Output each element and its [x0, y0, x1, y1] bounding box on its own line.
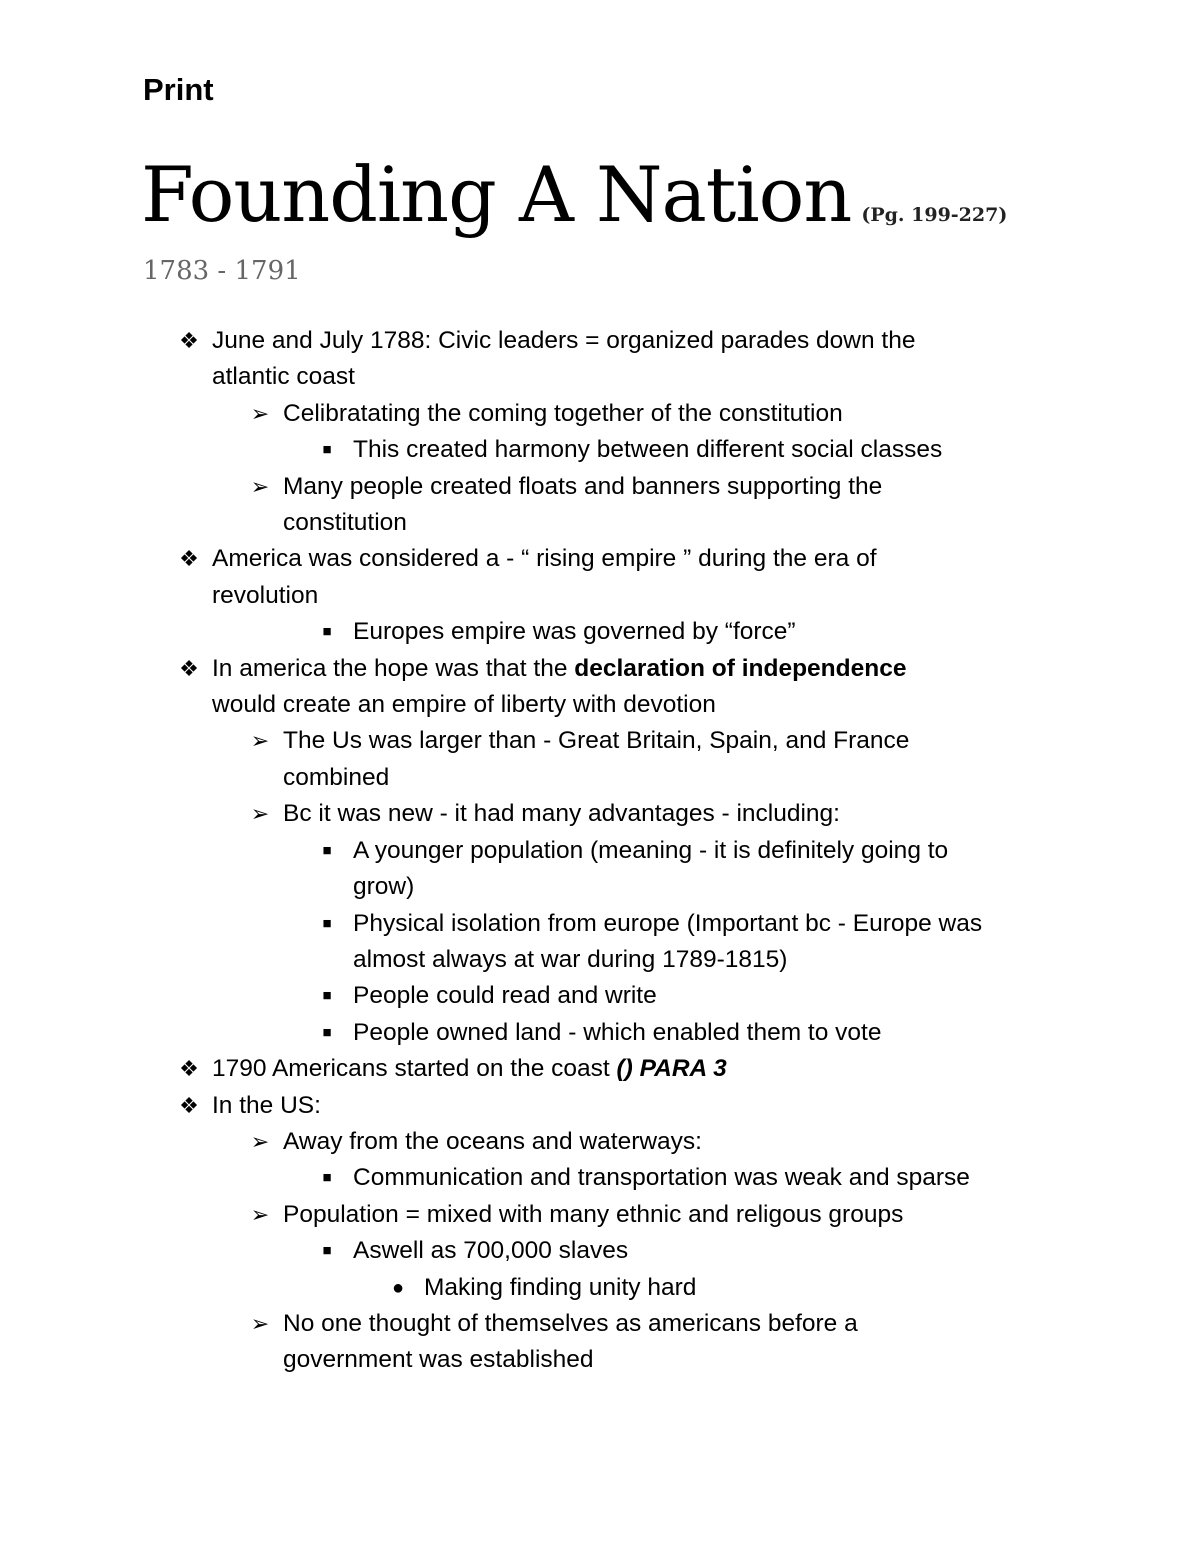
list-item-continuation — [0, 760, 1200, 796]
list-item-text: almost always at war during 1789-1815) — [353, 945, 788, 973]
list-item — [0, 614, 1200, 650]
list-item-text: Communication and transportation was weak and sparse — [353, 1164, 970, 1192]
square-bullet-icon: ■ — [322, 1169, 332, 1187]
arrow-bullet-icon: ➢ — [250, 728, 270, 754]
list-item — [0, 651, 1200, 687]
arrow-bullet-icon: ➢ — [250, 1310, 270, 1336]
list-item — [0, 1270, 1200, 1306]
list-item-text: grow) — [353, 873, 415, 901]
list-item — [0, 541, 1200, 577]
arrow-bullet-icon: ➢ — [250, 1128, 270, 1154]
print-label: Print — [143, 72, 214, 107]
list-item-text: America was considered a - “ rising empire ” during the era of — [212, 545, 877, 573]
arrow-bullet-icon: ➢ — [250, 473, 270, 499]
list-item-text: The Us was larger than - Great Britain, Spain, and France — [283, 727, 910, 755]
title-page-range: (Pg. 199-227) — [861, 204, 1008, 226]
list-item-continuation — [0, 505, 1200, 541]
list-item-text: revolution — [212, 581, 319, 609]
list-item — [0, 1233, 1200, 1269]
square-bullet-icon: ■ — [322, 1242, 332, 1260]
arrow-bullet-icon: ➢ — [250, 400, 270, 426]
list-item-text: Celibratating the coming together of the constitution — [283, 399, 843, 427]
arrow-bullet-icon: ➢ — [250, 801, 270, 827]
list-item-text: June and July 1788: Civic leaders = organized parades down the — [212, 327, 916, 354]
diamond-bullet-icon: ❖ — [179, 328, 199, 353]
list-item-continuation — [0, 942, 1200, 978]
date-range-subtitle: 1783 - 1791 — [143, 256, 301, 286]
list-item — [0, 1088, 1200, 1124]
list-item-text-plain: In america the hope was that the — [212, 654, 575, 682]
diamond-bullet-icon: ❖ — [179, 1056, 199, 1082]
diamond-bullet-icon: ❖ — [179, 546, 199, 572]
dot-bullet-icon: ● — [391, 1276, 405, 1299]
list-item-text: A younger population (meaning - it is definitely going to — [353, 836, 949, 864]
list-item-continuation — [0, 359, 1200, 395]
notes-list — [0, 323, 1200, 1379]
list-item-text: Away from the oceans and waterways: — [283, 1127, 702, 1155]
diamond-bullet-icon: ❖ — [179, 1092, 199, 1118]
list-item-continuation — [0, 578, 1200, 614]
list-item — [0, 1160, 1200, 1196]
list-item — [0, 796, 1200, 832]
list-item-text: People owned land - which enabled them to vote — [353, 1018, 882, 1046]
square-bullet-icon: ■ — [322, 1023, 332, 1041]
list-item-text: Population = mixed with many ethnic and religous groups — [283, 1200, 904, 1228]
emphasized-text: () PARA 3 — [616, 1055, 727, 1083]
square-bullet-icon: ■ — [322, 623, 332, 641]
list-item-text: combined — [283, 763, 390, 791]
list-item-text: would create an empire of liberty with devotion — [212, 691, 716, 719]
list-item-text: This created harmony between different social classes — [353, 436, 943, 464]
list-item-text: People could read and write — [353, 982, 657, 1010]
document-title: Founding A Nation — [141, 150, 852, 239]
list-item — [0, 1124, 1200, 1160]
list-item — [0, 723, 1200, 759]
list-item-text: No one thought of themselves as americans before a — [283, 1309, 858, 1337]
list-item — [0, 323, 1200, 359]
list-item — [0, 432, 1200, 468]
emphasized-text: declaration of independence — [574, 654, 907, 682]
list-item-text: In the US: — [212, 1091, 321, 1119]
list-item-text: Bc it was new - it had many advantages - including: — [283, 800, 840, 828]
list-item-continuation — [0, 869, 1200, 905]
list-item-text-plain: 1790 Americans started on the coast — [212, 1055, 617, 1083]
square-bullet-icon: ■ — [322, 914, 332, 932]
list-item-text: constitution — [283, 509, 407, 537]
list-item — [0, 906, 1200, 942]
list-item-text: government was established — [283, 1346, 594, 1374]
list-item — [0, 396, 1200, 432]
square-bullet-icon: ■ — [322, 841, 332, 859]
arrow-bullet-icon: ➢ — [250, 1201, 270, 1227]
list-item-continuation — [0, 687, 1200, 723]
list-item-text: atlantic coast — [212, 363, 355, 391]
title-row — [141, 140, 1007, 250]
list-item — [0, 1015, 1200, 1051]
square-bullet-icon: ■ — [322, 987, 332, 1005]
list-item — [0, 1197, 1200, 1233]
list-item-text: Physical isolation from europe (Important bc - Europe was — [353, 909, 983, 937]
list-item-text: Many people created floats and banners supporting the — [283, 472, 883, 500]
list-item-text — [212, 1055, 727, 1082]
square-bullet-icon: ■ — [322, 441, 332, 459]
list-item — [0, 469, 1200, 505]
list-item — [0, 1051, 1200, 1087]
list-item — [0, 978, 1200, 1014]
list-item — [0, 833, 1200, 869]
list-item-text: Europes empire was governed by “force” — [353, 618, 796, 646]
list-item-continuation — [0, 1342, 1200, 1378]
list-item-text — [212, 655, 906, 682]
list-item-text: Making finding unity hard — [424, 1273, 697, 1301]
list-item-text: Aswell as 700,000 slaves — [353, 1237, 629, 1265]
diamond-bullet-icon: ❖ — [179, 655, 199, 681]
list-item — [0, 1306, 1200, 1342]
